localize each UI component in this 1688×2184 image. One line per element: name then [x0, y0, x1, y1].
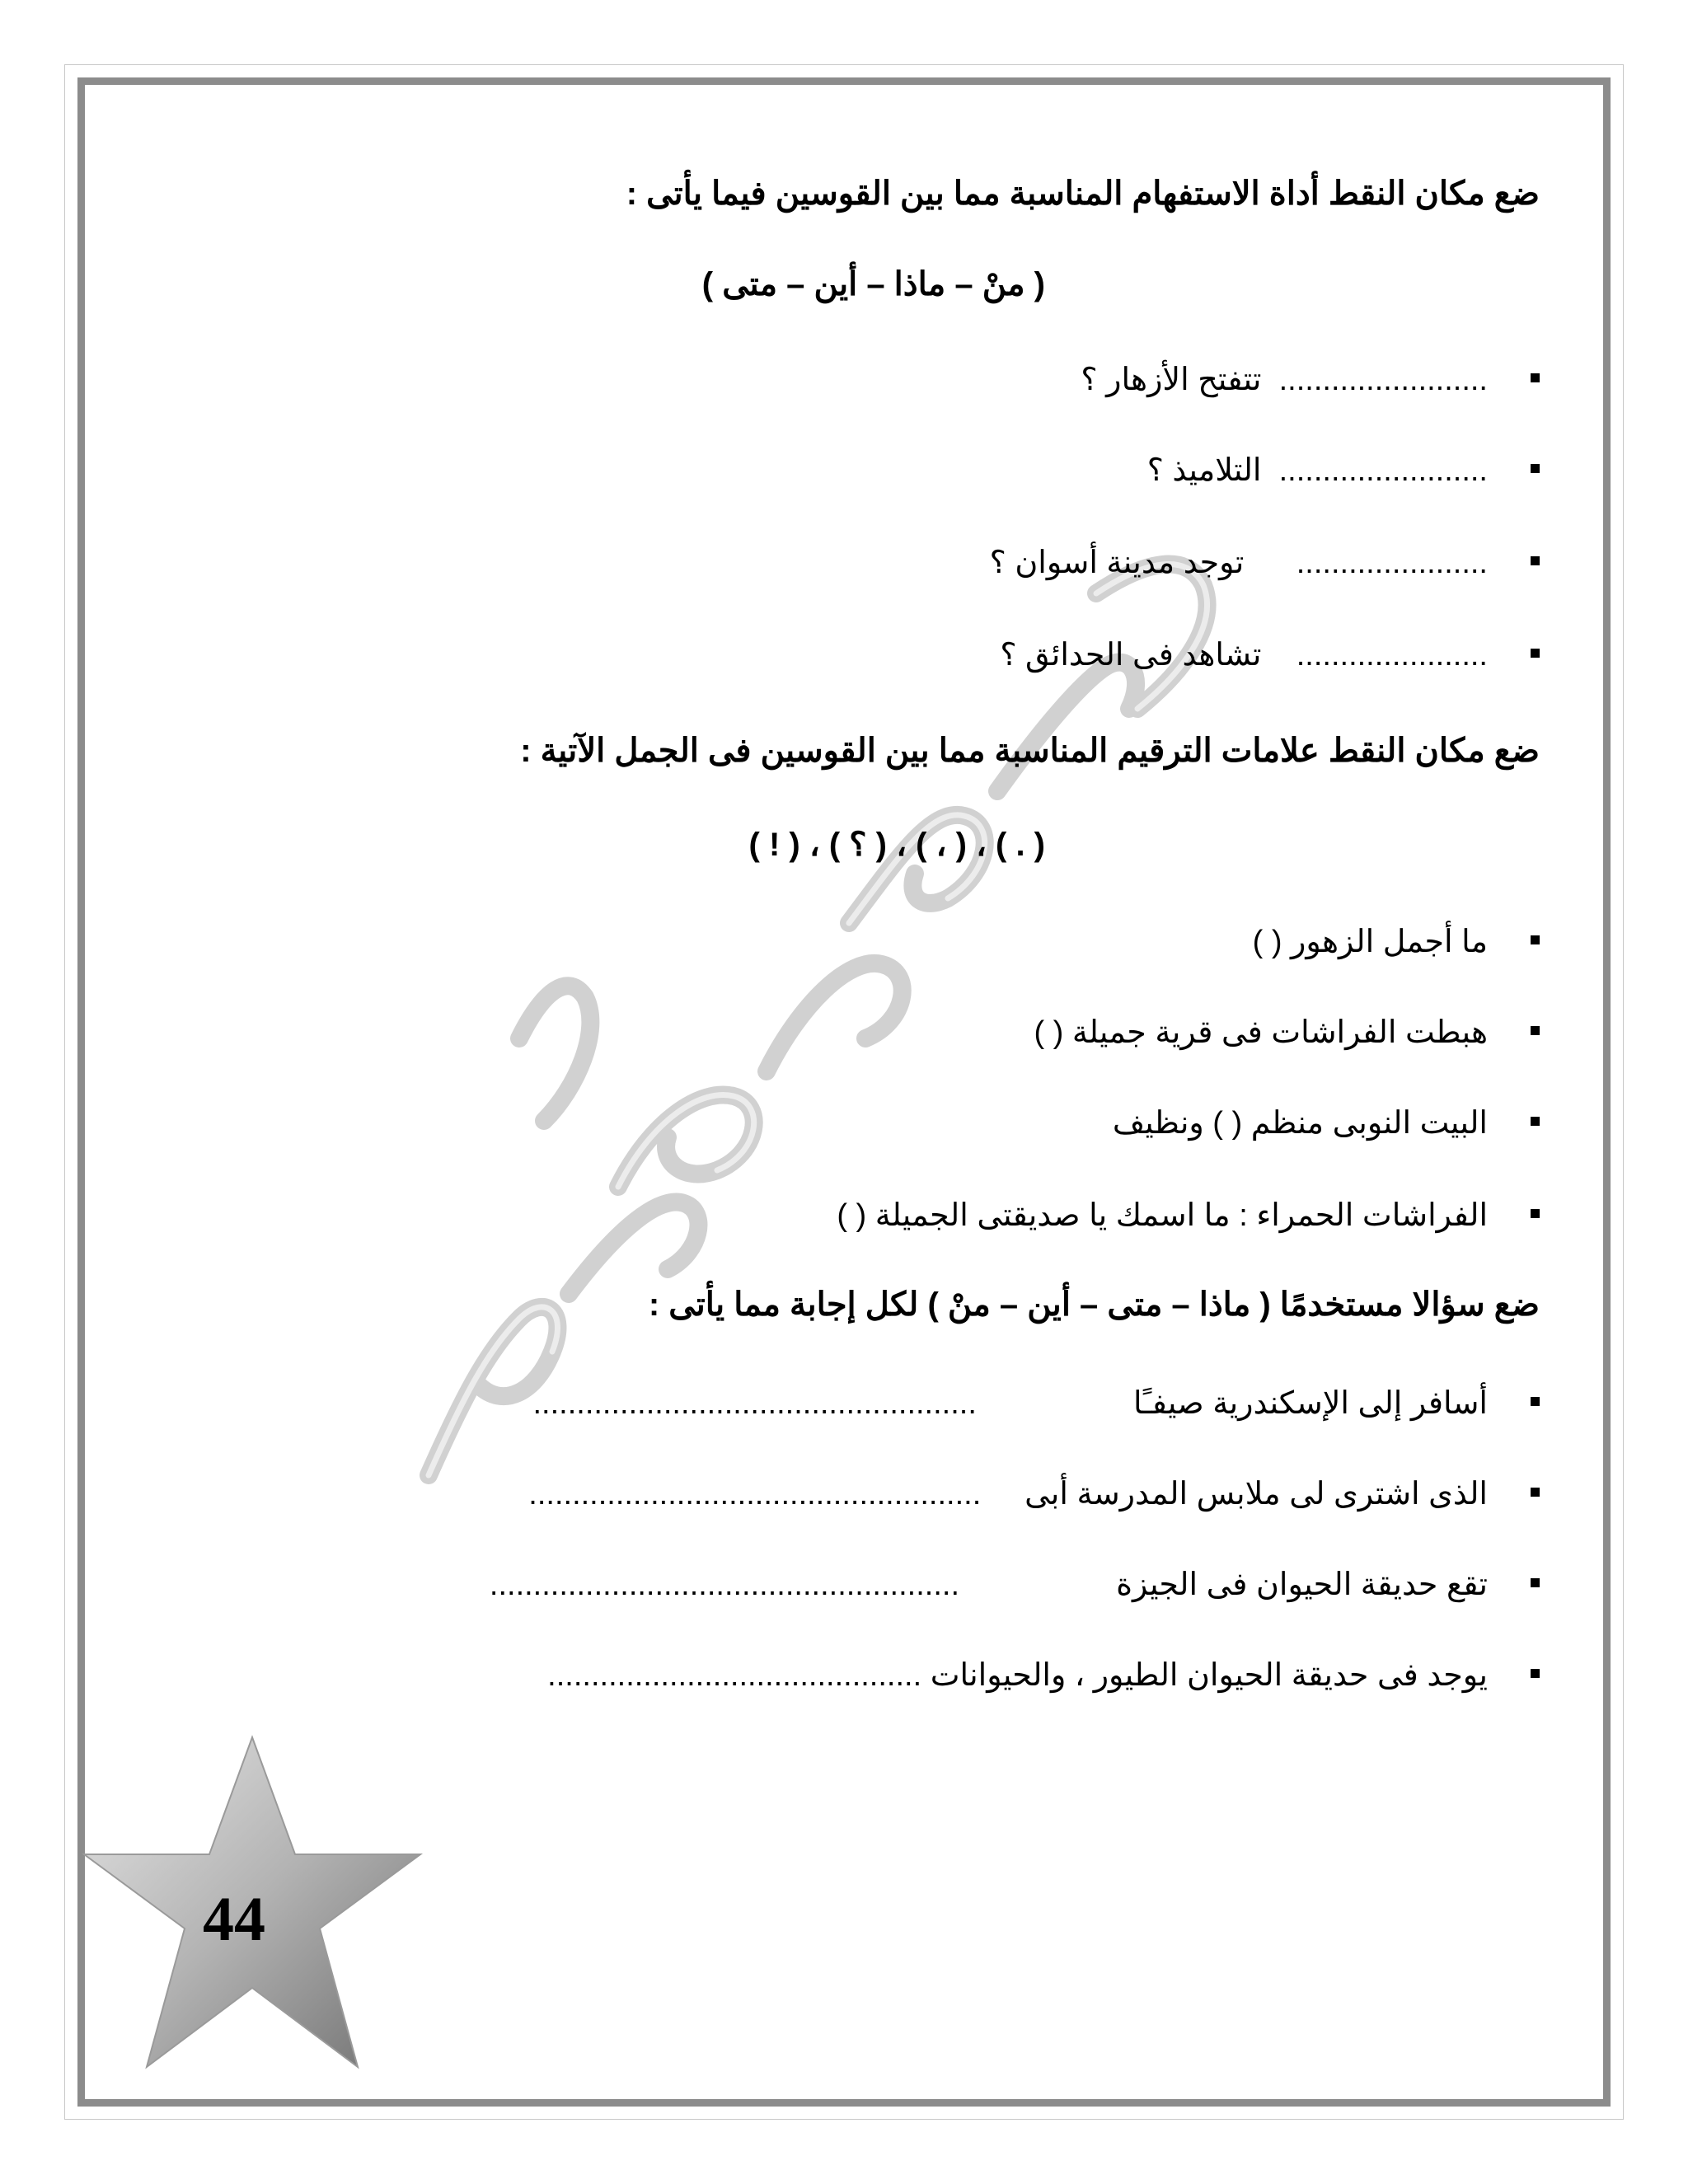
bullet-icon: [1531, 464, 1540, 473]
section3-item-4: يوجد فى حديقة الحيوان الطيور ، والحيوانات ...........................................: [547, 1657, 1540, 1694]
page-number: 44: [203, 1885, 265, 1954]
bullet-icon: [1531, 1578, 1540, 1587]
bullet-icon: [1531, 1026, 1540, 1035]
section1-heading: ضع مكان النقط أداة الاستفهام المناسبة مما بين القوسين فيما يأتى :: [626, 176, 1540, 212]
bullet-icon: [1531, 1209, 1540, 1218]
section2-options: ( . ) ، ( ، ) ، ( ؟ ) ، ( ! ): [748, 827, 1045, 863]
section1-item-1: ........................ تتفتح الأزهار ؟: [1081, 361, 1540, 398]
section2-heading: ضع مكان النقط علامات الترقيم المناسبة مما بين القوسين فى الجمل الآتية :: [520, 733, 1540, 769]
section3-item-1: أسافر إلى الإسكندرية صيفـًا ...................................................: [532, 1385, 1540, 1422]
section2-item-4: الفراشات الحمراء : ما اسمك يا صديقتى الجميلة ( ): [837, 1197, 1540, 1234]
bullet-icon: [1531, 649, 1540, 658]
section1-item-4: ...................... تشاهد فى الحدائق ؟: [1000, 636, 1540, 673]
bullet-icon: [1531, 556, 1540, 565]
bullet-icon: [1531, 1117, 1540, 1126]
section3-heading: ضع سؤالا مستخدمًا ( ماذا – متى – أين – منْ ) لكل إجابة مما يأتى :: [648, 1286, 1540, 1323]
section3-item-3: تقع حديقة الحيوان فى الجيزة ......................................................: [490, 1566, 1540, 1603]
bullet-icon: [1531, 373, 1540, 382]
section2-item-2: هبطت الفراشات فى قرية جميلة ( ): [1034, 1014, 1540, 1051]
section1-item-2: ........................ التلاميذ ؟: [1147, 452, 1540, 489]
section3-item-2: الذى اشترى لى ملابس المدرسة أبى ....................................................: [528, 1475, 1540, 1512]
section1-item-3: ...................... توجد مدينة أسوان ؟: [990, 544, 1540, 581]
section1-options: ( منْ – ماذا – أين – متى ): [701, 266, 1045, 302]
section2-item-1: ما أجمل الزهور ( ): [1253, 923, 1540, 960]
bullet-icon: [1531, 935, 1540, 944]
bullet-icon: [1531, 1397, 1540, 1406]
bullet-icon: [1531, 1488, 1540, 1497]
bullet-icon: [1531, 1669, 1540, 1678]
section2-item-3: البيت النوبى منظم ( ) ونظيف: [1113, 1104, 1540, 1141]
